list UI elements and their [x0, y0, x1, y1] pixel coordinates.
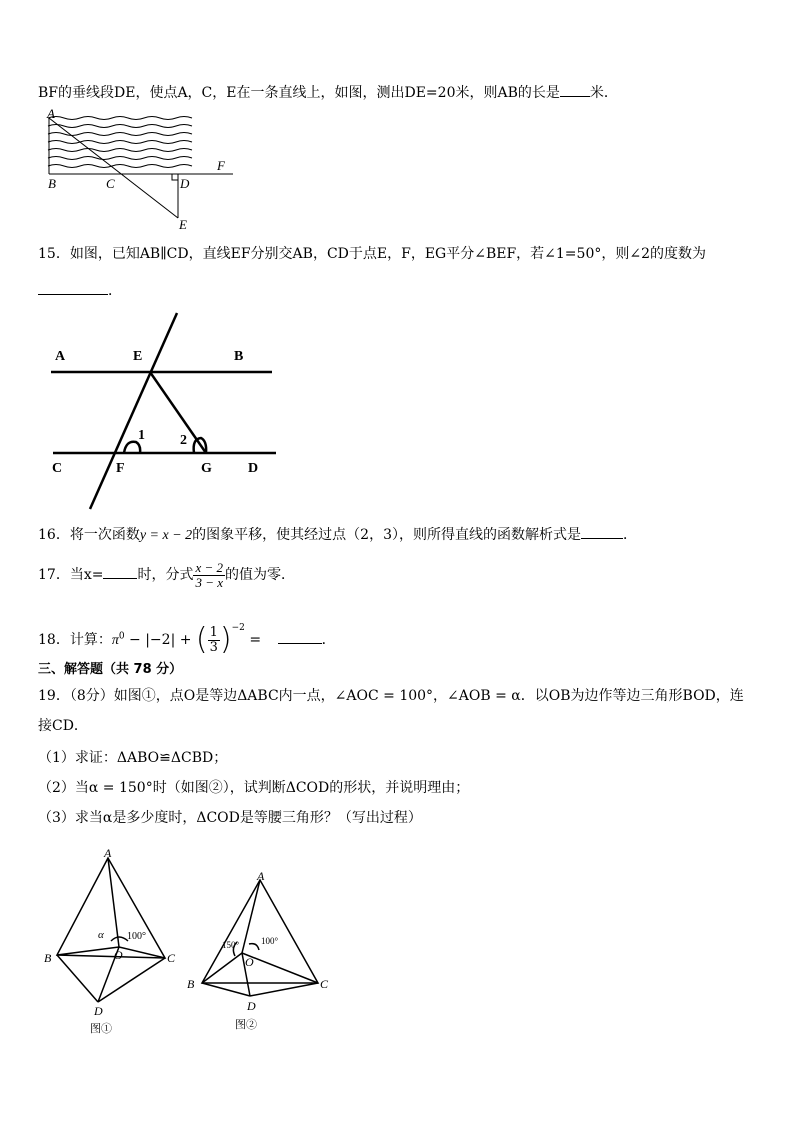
q18-eq: = [244, 632, 266, 648]
q17-denominator: 3 − x [195, 574, 223, 590]
fig2-angle-100: 100° [261, 936, 279, 946]
q14-label-e: E [179, 217, 187, 232]
q14-label-d: D [180, 176, 190, 191]
q18-exp-a: 0 [118, 631, 125, 642]
q19-sub1: （1）求证：ΔABO≌ΔCBD； [38, 750, 228, 766]
fig2-label-b: B [187, 977, 195, 991]
q18-prefix: 18．计算： [38, 632, 112, 648]
q14-label-a: A [47, 108, 55, 121]
q19-sub3: （3）求当α是多少度时，ΔCOD是等腰三角形？（写出过程） [38, 810, 422, 826]
q18-rparen: ) [219, 622, 232, 657]
q14-label-b: B [48, 176, 56, 191]
q18-pi: π [111, 633, 119, 648]
q18-answer-blank[interactable] [278, 629, 322, 644]
q17-mid: 时，分式 [137, 567, 194, 583]
fig1-alpha: α [98, 929, 104, 941]
q15-angle-1: 1 [138, 428, 145, 443]
q15-figure [44, 308, 284, 513]
q15-label-d: D [248, 461, 259, 476]
q18-lparen: ( [195, 622, 208, 657]
fig2-label-c: C [320, 977, 329, 991]
fig1-label-o: O [114, 948, 123, 962]
q15-label-c: C [52, 461, 63, 476]
q15-blank-line [38, 280, 122, 301]
fig2-label-d: D [247, 999, 256, 1013]
fig1-label-b: B [44, 951, 52, 965]
q16-answer-blank[interactable] [581, 524, 623, 539]
q14-label-c: C [106, 176, 115, 191]
q16-end: ． [622, 527, 637, 543]
fig1-angle-100: 100° [127, 931, 146, 942]
q17-fraction [193, 561, 225, 590]
fig2-angle-150: 150° [222, 940, 240, 950]
q18-frac-den: 3 [209, 639, 218, 655]
q16-prefix: 16．将一次函数 [38, 527, 140, 543]
q17-suffix: 的值为零． [225, 567, 295, 583]
q15-answer-blank[interactable] [38, 280, 108, 295]
fig2-label-a: A [257, 869, 265, 883]
q18-frac-num: 1 [209, 624, 218, 640]
q15-label-e: E [133, 349, 143, 364]
q16-line [38, 524, 637, 546]
q19-sub2: （2）当α = 150°时（如图②），试判断ΔCOD的形状，并说明理由； [38, 780, 470, 796]
q16-func: y = x − 2 [139, 528, 193, 543]
q15-text: 15．如图，已知AB∥CD，直线EF分别交AB，CD于点E，F，EG平分∠BEF，若∠1=50°，则∠2的度数为 [38, 246, 706, 262]
q15-label-g: G [201, 461, 212, 476]
q18-line [38, 610, 336, 659]
q17-numerator: x − 2 [195, 559, 223, 575]
q15-label-a: A [55, 349, 66, 364]
fig1-label-c: C [167, 951, 176, 965]
q19-line1: 19．（8分）如图①，点O是等边ΔABC内一点，∠AOC = 100°，∠AOB = α．以OB为边作等边三角形BOD，连 [38, 688, 744, 704]
q17-answer-blank[interactable] [103, 564, 137, 579]
q14-answer-blank[interactable] [560, 82, 590, 97]
q18-fraction [208, 626, 220, 655]
q15-label-f: F [116, 461, 125, 476]
q15-angle-2: 2 [180, 433, 187, 448]
section-3-title: 三、解答题（共 78 分） [38, 662, 183, 677]
fig1-label-d: D [94, 1004, 103, 1018]
q14-figure [40, 108, 240, 233]
q17-line [38, 560, 295, 590]
q15-end: ． [108, 283, 122, 299]
fig1-label-a: A [104, 846, 112, 860]
q14-label-f: F [217, 158, 225, 173]
fig2-caption: 图② [235, 1019, 257, 1031]
q18-mid: − |−2| + [124, 632, 196, 648]
q17-prefix: 17．当x= [38, 567, 104, 583]
q14-unit: 米． [589, 85, 618, 101]
q14-text-line [38, 82, 618, 103]
q19-line2: 接CD． [38, 718, 88, 734]
q15-label-b: B [234, 349, 244, 364]
q18-end: ． [321, 632, 336, 648]
q14-text: BF的垂线段DE，使点A，C，E在一条直线上，如图，测出DE=20米，则AB的长是 [38, 85, 560, 101]
fig2-label-o: O [245, 955, 254, 969]
q18-exp-b: −2 [231, 623, 245, 633]
q16-suffix: 的图象平移，使其经过点（2，3），则所得直线的函数解析式是 [192, 527, 581, 543]
fig1-caption: 图① [90, 1023, 112, 1035]
q19-figure-1 [40, 845, 190, 1035]
q19-figure-2 [185, 868, 335, 1038]
q15-text-line [38, 244, 706, 264]
